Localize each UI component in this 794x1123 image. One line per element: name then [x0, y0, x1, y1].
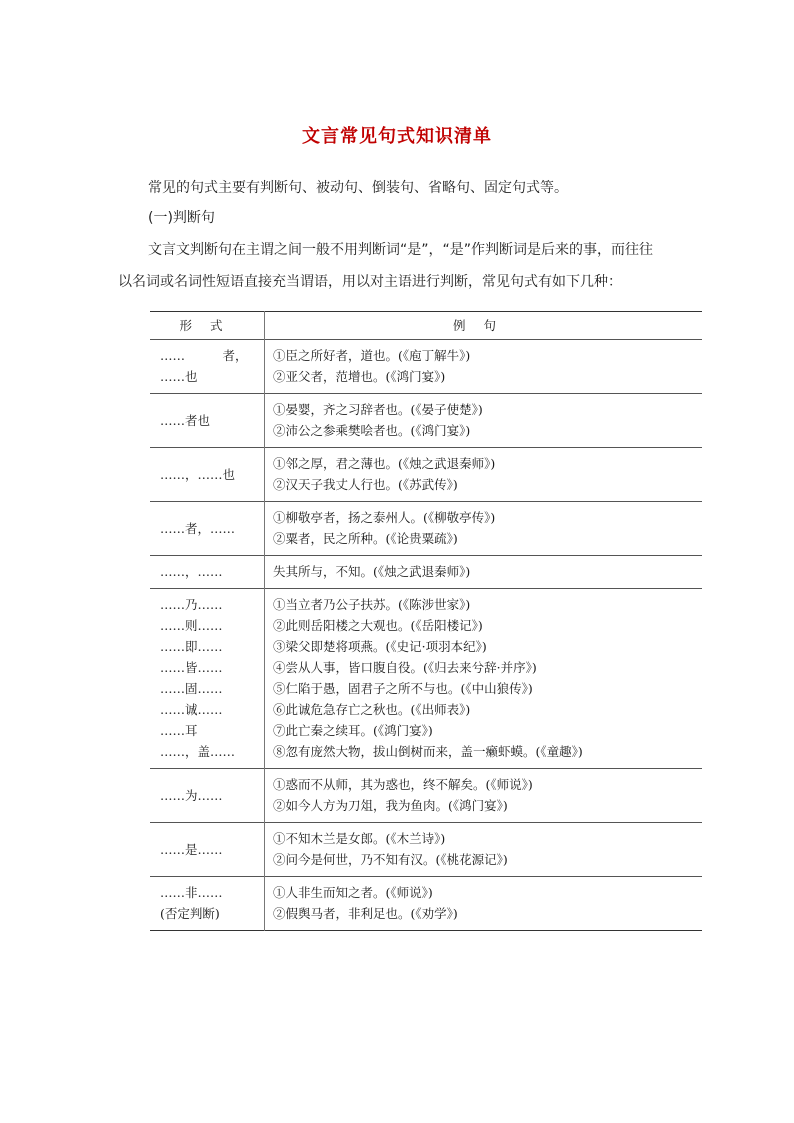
example-cell [265, 769, 703, 823]
example-sentence: ②沛公之参乘樊哙者也。(《鸿门宴》) [273, 423, 471, 438]
example-sentence: ③梁父即楚将项燕。(《史记·项羽本纪》) [273, 639, 487, 654]
form-pattern: ……，盖…… [160, 744, 236, 759]
form-pattern: ……者也 [160, 412, 211, 428]
body-paragraph-line-2: 以名词或名词性短语直接充当谓语，用以对主语进行判断，常见句式有如下几种： [118, 274, 622, 290]
example-sentence: ①当立者乃公子扶苏。(《陈涉世家》) [273, 597, 471, 612]
form-pattern: ……固…… [160, 681, 223, 696]
form-pattern: ……则…… [160, 618, 223, 633]
form-pattern: (否定判断) [160, 906, 220, 921]
example-sentence: ⑤仁陷于愚，固君子之所不与也。(《中山狼传》) [273, 681, 533, 696]
example-sentence: ①惑而不从师，其为惑也，终不解矣。(《师说》) [273, 777, 533, 792]
example-sentence: ⑦此亡秦之续耳。(《鸿门宴》) [273, 723, 433, 738]
form-pattern: ……，…… [160, 564, 223, 579]
example-sentence: ②粟者，民之所种。(《论贵粟疏》) [273, 531, 458, 546]
form-cell [150, 769, 265, 823]
example-sentence: ①柳敬亭者，扬之泰州人。(《柳敬亭传》) [273, 510, 496, 525]
form-cell [150, 589, 265, 769]
table-row [150, 769, 702, 823]
example-sentence: ②汉天子我丈人行也。(《苏武传》) [273, 477, 458, 492]
form-cell [150, 394, 265, 448]
header-form: 形式 [150, 312, 265, 340]
form-pattern: ……诚…… [160, 702, 223, 717]
table-row [150, 448, 702, 502]
example-cell [265, 556, 703, 589]
example-sentence: ②如今人方为刀俎，我为鱼肉。(《鸿门宴》) [273, 798, 508, 813]
table-row [150, 340, 702, 394]
table-row [150, 502, 702, 556]
example-cell [265, 448, 703, 502]
table-row [150, 823, 702, 877]
table-row [150, 556, 702, 589]
example-sentence: ②亚父者，范增也。(《鸿门宴》) [273, 369, 446, 384]
example-cell [265, 589, 703, 769]
form-pattern: ……也 [160, 369, 198, 384]
section-heading: (一)判断句 [148, 210, 215, 226]
example-cell [265, 340, 703, 394]
example-sentence: ①臣之所好者，道也。(《庖丁解牛》) [273, 348, 471, 363]
form-pattern: ……为…… [160, 787, 223, 803]
example-sentence: ①邻之厚，君之薄也。(《烛之武退秦师》) [273, 456, 496, 471]
header-example: 例句 [452, 318, 514, 333]
example-sentence: ②假舆马者，非利足也。(《劝学》) [273, 906, 458, 921]
form-cell [150, 556, 265, 589]
example-cell [265, 394, 703, 448]
form-pattern: ……非…… [160, 885, 223, 900]
form-cell [150, 502, 265, 556]
form-cell [150, 448, 265, 502]
form-cell [150, 877, 265, 931]
example-cell [265, 877, 703, 931]
form-pattern: ……乃…… [160, 597, 223, 612]
form-pattern: ……耳 [160, 723, 198, 738]
form-pattern: ……，……也 [160, 466, 236, 482]
example-sentence: ④尝从人事，皆口腹自役。(《归去来兮辞·并序》) [273, 660, 537, 675]
form-pattern: ……即…… [160, 639, 223, 654]
form-pattern: ……皆…… [160, 660, 223, 675]
table-row [150, 394, 702, 448]
example-sentence: ⑥此诚危急存亡之秋也。(《出师表》) [273, 702, 471, 717]
form-cell [150, 340, 265, 394]
document-title: 文言常见句式知识清单 [302, 126, 492, 147]
intro-paragraph: 常见的句式主要有判断句、被动句、倒装句、省略句、固定句式等。 [148, 180, 568, 196]
form-pattern: …… 者， [160, 348, 248, 363]
example-cell [265, 502, 703, 556]
example-sentence: ⑧忽有庞然大物，拔山倒树而来，盖一癞虾蟆。(《童趣》) [273, 744, 583, 759]
example-sentence: ①人非生而知之者。(《师说》) [273, 885, 433, 900]
example-sentence: 失其所与，不知。(《烛之武退秦师》) [273, 564, 471, 579]
table-row [150, 589, 702, 769]
example-sentence: ②此则岳阳楼之大观也。(《岳阳楼记》) [273, 618, 483, 633]
example-sentence: ①晏婴，齐之习辞者也。(《晏子使楚》) [273, 402, 483, 417]
example-sentence: ①不知木兰是女郎。(《木兰诗》) [273, 831, 446, 846]
table-header-row [150, 312, 702, 340]
form-pattern: ……者，…… [160, 520, 236, 536]
example-cell [265, 823, 703, 877]
judgment-sentence-table [150, 311, 702, 931]
table-row [150, 877, 702, 931]
form-cell [150, 823, 265, 877]
example-sentence: ②问今是何世，乃不知有汉。(《桃花源记》) [273, 852, 508, 867]
body-paragraph-line-1: 文言文判断句在主谓之间一般不用判断词“是”，“是”作判断词是后来的事，而往往 [148, 242, 654, 258]
form-pattern: ……是…… [160, 841, 223, 857]
